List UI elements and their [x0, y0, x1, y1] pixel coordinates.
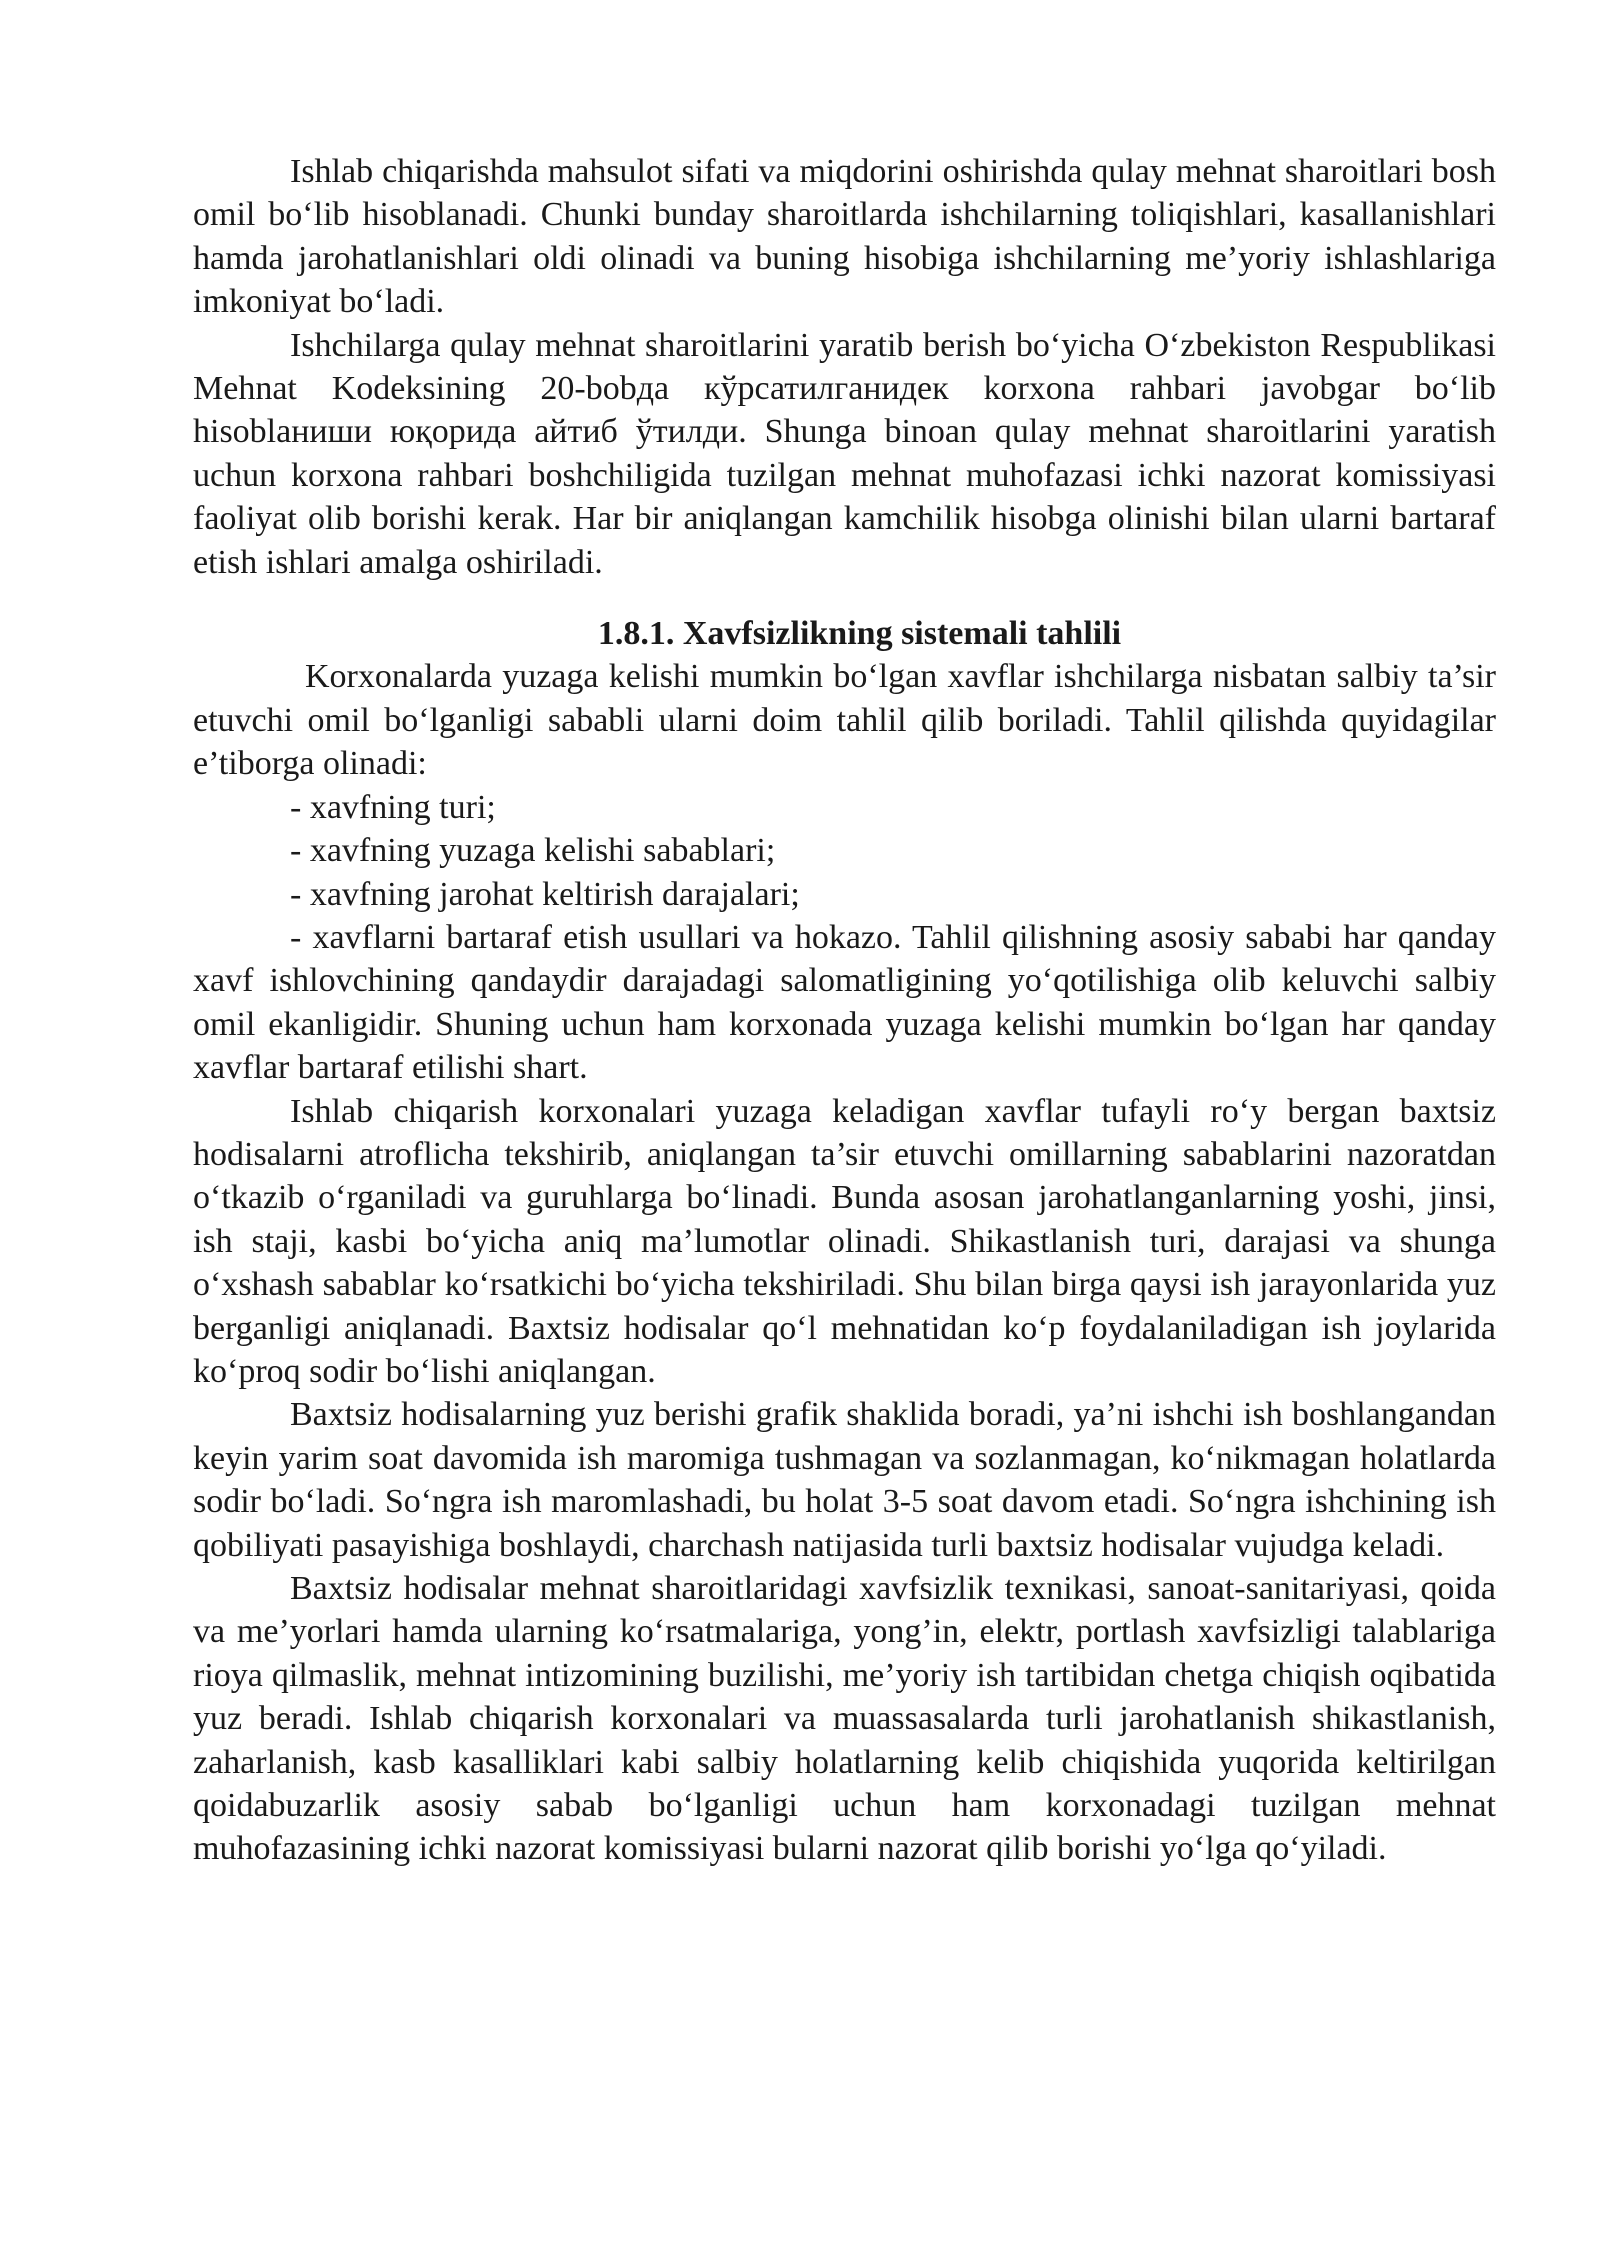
list-item: - xavfning jarohat keltirish darajalari; [290, 875, 800, 913]
analysis-list [193, 786, 1496, 916]
section-heading: 1.8.1. Xavfsizlikning sistemali tahlili [597, 615, 1122, 653]
list-item: - xavfning turi; [290, 788, 496, 826]
paragraph-body-2: Baxtsiz hodisalarning yuz berishi grafik shaklida boradi, ya’ni ishchi ish boshlangandan keyin yarim soat davomida ish maromiga tushmagan va sozlanmagan, ko‘nikmagan holatlarda sodir bo‘ladi. So‘ngra ish maromlashadi, bu holat 3-5 soat davom etadi. So‘ngra ishchining ish qobiliyati pasayishiga boshlaydi, charchash natijasida turli baxtsiz hodisalar vujudga keladi. [193, 1396, 1496, 1564]
list-item: - xavfning yuzaga kelishi sabablari; [290, 832, 776, 870]
paragraph-body-3: Baxtsiz hodisalar mehnat sharoitlaridagi xavfsizlik texnikasi, sanoat-sanitariyasi, qoida va me’yorlari hamda ularning ko‘rsatmalariga, yong’in, elektr, portlash xavfsizligi talablariga rioya qilmaslik, mehnat intizomining buzilishi, me’yoriy ish tartibidan chetga chiqish oqibatida yuz beradi. Ishlab chiqarish korxonalari va muassasalarda turli jarohatlanish shikastlanish, zaharlanish, kasb kasalliklari kabi salbiy holatlarning kelib chiqishida yuqorida keltirilgan qoidabuzarlik asosiy sabab bo‘lganligi uchun ham korxonadagi tuzilgan mehnat muhofazasining ichki nazorat komissiyasi bularni nazorat qilib borishi yo‘lga qo‘yiladi. [193, 1570, 1496, 1868]
paragraph-intro-2: Ishchilarga qulay mehnat sharoitlarini yaratib berish bo‘yicha O‘zbekiston Respublikasi Mehnat Kodeksining 20-bobда кўрсатилганидек korxona rahbari javobgar bo‘lib hisoblaниши юқорида айтиб ўтилди. Shunga binoan qulay mehnat sharoitlarini yaratish uchun korxona rahbari boshchiligida tuzilgan mehnat muhofazasi ichki nazorat komissiyasi faoliyat olib borishi kerak. Har bir aniqlangan kamchilik hisobga olinishi bilan ularni bartaraf etish ishlari amalga oshiriladi. [193, 326, 1496, 581]
paragraph-intro-1: Ishlab chiqarishda mahsulot sifati va miqdorini oshirishda qulay mehnat sharoitlari bosh omil bo‘lib hisoblanadi. Chunki bunday sharoitlarda ishchilarning toliqishlari, kasallanishlari hamda jarohatlanishlari oldi olinadi va buning hisobiga ishchilarning me’yoriy ishlashlariga imkoniyat bo‘ladi. [193, 153, 1496, 321]
section-intro-paragraph: Korxonalarda yuzaga kelishi mumkin bo‘lgan xavflar ishchilarga nisbatan salbiy ta’sir etuvchi omil bo‘lganligi sababli ularni doim tahlil qilib boriladi. Tahlil qilishda quyidagilar e’tiborga olinadi: [193, 658, 1496, 783]
list-last-paragraph: - xavflarni bartaraf etish usullari va hokazo. Tahlil qilishning asosiy sababi har qanday xavf ishlovchining qandaydir darajadagi salomatligining yo‘qotilishiga olib keluvchi salbiy omil ekanligidir. Shuning uchun ham korxonada yuzaga kelishi mumkin bo‘lgan har qanday xavflar bartaraf etilishi shart. [193, 918, 1496, 1087]
document-page [193, 150, 1496, 1871]
paragraph-body-1: Ishlab chiqarish korxonalari yuzaga keladigan xavflar tufayli ro‘y bergan baxtsiz hodisalarni atroflicha tekshirib, aniqlangan ta’sir etuvchi omillarning sabablarini nazoratdan o‘tkazib o‘rganiladi va guruhlarga bo‘linadi. Bunda asosan jarohatlanganlarning yoshi, jinsi, ish staji, kasbi bo‘yicha aniq ma’lumotlar olinadi. Shikastlanish turi, darajasi va shunga o‘xshash sabablar ko‘rsatkichi bo‘yicha tekshiriladi. Shu bilan birga qaysi ish jarayonlarida yuz berganligi aniqlanadi. Baxtsiz hodisalar qo‘l mehnatidan ko‘p foydalaniladigan ish joylarida ko‘proq sodir bo‘lishi aniqlangan. [193, 1092, 1496, 1390]
